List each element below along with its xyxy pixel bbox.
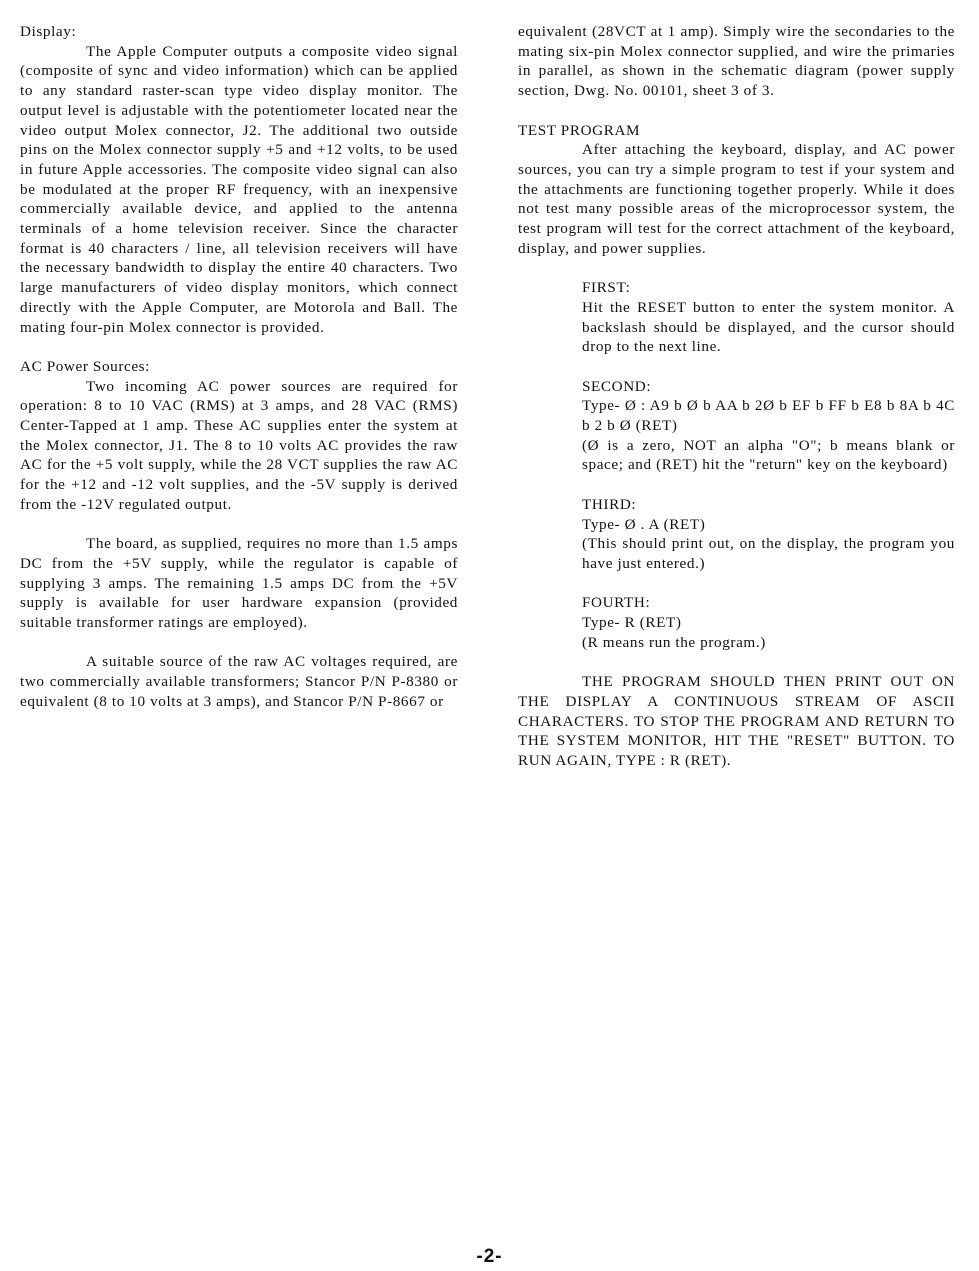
page-number: -2- xyxy=(476,1246,503,1267)
test-program-paragraph: After attaching the keyboard, display, and AC power sources, you can try a simple program to test if your system and the attachments are functioning together properly. While it does not test many possible areas of the microprocessor system, the test program will test for the correct attachment of the keyboard, display, and power supplies. xyxy=(518,141,955,257)
step-third xyxy=(582,495,955,574)
transformer-source-paragraph: A suitable source of the raw AC voltages required, are two commercially available transformers; Stancor P/N P-8380 or equivalent (8 to 10 volts at 3 amps), and Stancor P/N P-8667 or xyxy=(20,653,458,710)
second-heading: SECOND: xyxy=(582,377,652,395)
fourth-note: (R means run the program.) xyxy=(582,633,766,651)
left-column xyxy=(20,22,458,712)
first-instructions: Hit the RESET button to enter the system monitor. A backslash should be displayed, and the cursor should drop to the next line. xyxy=(582,298,955,356)
test-program-heading: TEST PROGRAM xyxy=(518,121,641,139)
right-column xyxy=(518,22,955,771)
board-current-paragraph: The board, as supplied, requires no more than 1.5 amps DC from the +5V supply, while the regulator is capable of supplying 3 amps. The remaining 1.5 amps DC from the +5V supply is available for user hardware expansion (provided suitable transformer ratings are employed). xyxy=(20,535,458,632)
second-note: (Ø is a zero, NOT an alpha "O"; b means blank or space; and (RET) hit the "return" key on the keyboard) xyxy=(582,436,955,474)
fourth-type-command: Type- R (RET) xyxy=(582,614,682,632)
third-type-command: Type- Ø . A (RET) xyxy=(582,515,706,533)
step-first xyxy=(582,278,955,357)
ac-power-paragraph: Two incoming AC power sources are required for operation: 8 to 10 VAC (RMS) at 3 amps, and 28 VAC (RMS) Center-Tapped at 1 amp. These AC supplies enter the system at the Molex connector, J1. The 8 to 10 volts AC provides the raw AC for the +5 volt supply, while the 28 VCT supplies the raw AC for the +12 and -12 volt supplies, and the -5V supply is derived from the -12V regulated output. xyxy=(20,377,458,513)
ac-power-heading: AC Power Sources: xyxy=(20,357,151,375)
transformer-continued-paragraph: equivalent (28VCT at 1 amp). Simply wire the secondaries to the mating six-pin Molex connector supplied, and wire the primaries in parallel, as shown in the schematic diagram (power supply section, Dwg. No. 00101, sheet 3 of 3. xyxy=(518,23,955,100)
step-fourth xyxy=(582,593,955,652)
step-second xyxy=(582,377,955,476)
third-heading: THIRD: xyxy=(582,495,637,513)
first-heading: FIRST: xyxy=(582,279,631,297)
third-note: (This should print out, on the display, the program you have just entered.) xyxy=(582,535,955,572)
display-heading: Display: xyxy=(20,23,77,40)
fourth-heading: FOURTH: xyxy=(582,594,651,612)
display-paragraph: The Apple Computer outputs a composite video signal (composite of sync and video information) which can be applied to any standard raster-scan type video display monitor. The output level is adjustable with the potentiometer located near the video output Molex connector, J2. The additional two outside pins on the Molex connector supply +5 and +12 volts, to be used in future Apple accessories. The composite video signal can also be modulated at the proper RF frequency, with an inexpensive commercially available device, and applied to the antenna terminals of a home television receiver. Since the character format is 40 characters / line, all television receivers will have the necessary bandwidth to display the entire 40 characters. Two large manufacturers of video display monitors, which connect directly with the Apple Computer, are Motorola and Ball. The mating four-pin Molex connector is provided. xyxy=(20,42,458,336)
second-type-command: Type- Ø : A9 b Ø b AA b 2Ø b EF b FF b E8 b 8A b 4C b 2 b Ø (RET) xyxy=(582,397,955,435)
closing-instructions: THE PROGRAM SHOULD THEN PRINT OUT ON THE DISPLAY A CONTINUOUS STREAM OF ASCII CHARACTERS. TO STOP THE PROGRAM AND RETURN TO THE SYSTEM MONITOR, HIT THE "RESET" BUTTON. TO RUN AGAIN, TYPE : R (RET). xyxy=(518,673,955,769)
